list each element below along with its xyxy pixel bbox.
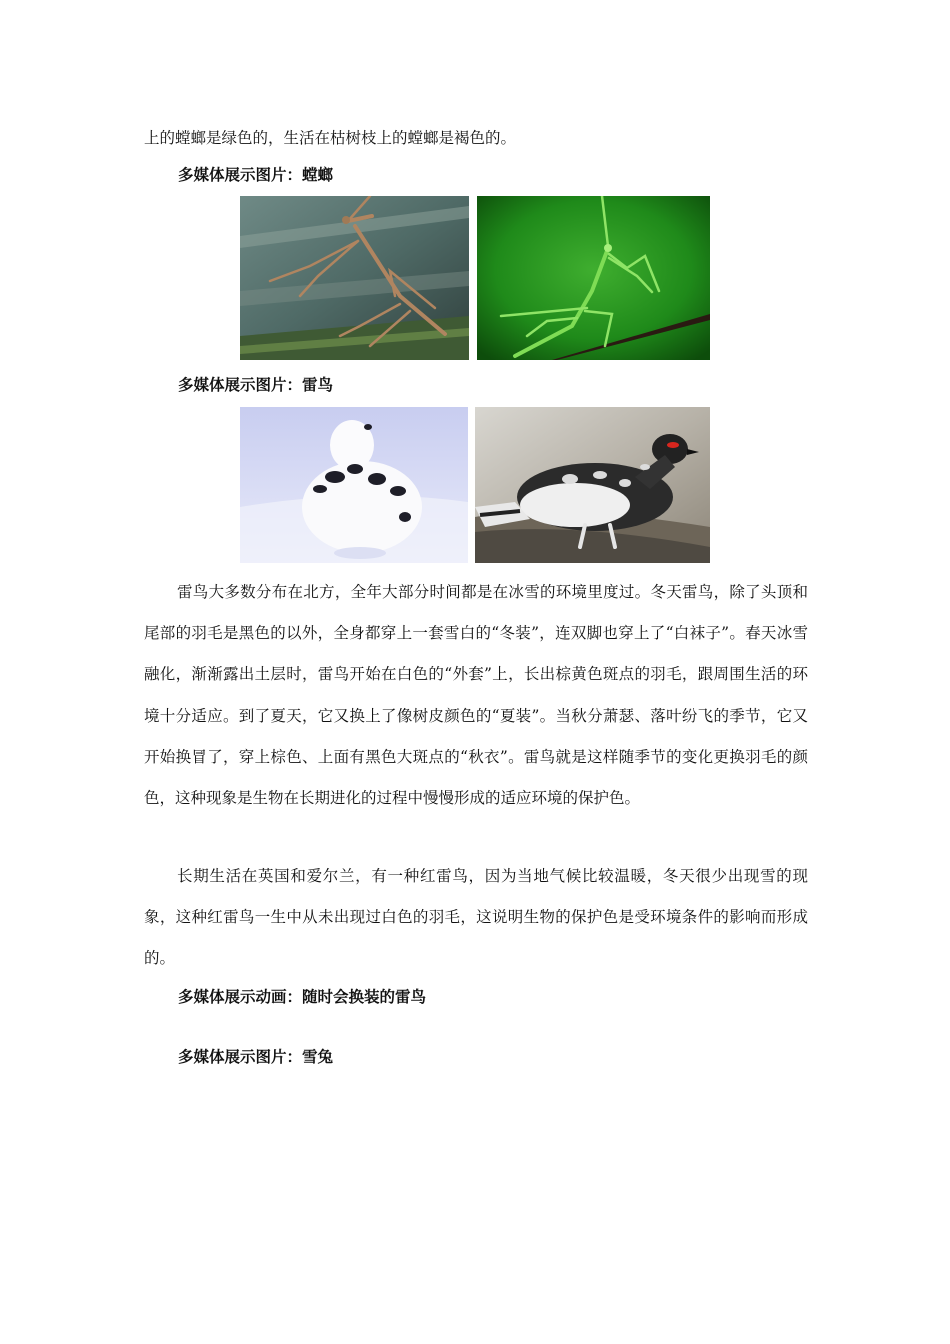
mantis-caption: 多媒体展示图片：螳螂 — [178, 166, 334, 184]
ptarmigan-caption: 多媒体展示图片：雷鸟 — [178, 376, 334, 394]
winter-ptarmigan-photo — [240, 407, 468, 563]
intro-line: 上的螳螂是绿色的，生活在枯树枝上的螳螂是褐色的。 — [144, 129, 517, 147]
animation-caption: 多媒体展示动画：随时会换装的雷鸟 — [178, 988, 427, 1006]
hare-caption: 多媒体展示图片：雪兔 — [178, 1048, 334, 1066]
ptarmigan-paragraph: 雷鸟大多数分布在北方，全年大部分时间都是在冰雪的环境里度过。冬天雷鸟，除了头顶和尾部的羽毛是黑色的以外，全身都穿上一套雪白的“冬装”，连双脚也穿上了“白袜子”。春天冰雪融化，渐渐露出土层时，雷鸟开始在白色的“外套”上，长出棕黄色斑点的羽毛，跟周围生活的环境十分适应。到了夏天，它又换上了像树皮颜色的“夏装”。当秋分萧瑟、落叶纷飞的季节，它又开始换冒了，穿上棕色、上面有黑色大斑点的“秋衣”。雷鸟就是这样随季节的变化更换羽毛的颜色，这种现象是生物在长期进化的过程中慢慢形成的适应环境的保护色。 — [144, 583, 808, 808]
red-grouse-paragraph: 长期生活在英国和爱尔兰，有一种红雷鸟，因为当地气候比较温暖，冬天很少出现雪的现象，这种红雷鸟一生中从未出现过白色的羽毛，这说明生物的保护色是受环境条件的影响而形成的。 — [144, 867, 808, 968]
green-mantis-photo — [477, 196, 710, 360]
brown-mantis-photo — [240, 196, 469, 360]
spring-ptarmigan-photo — [475, 407, 710, 563]
